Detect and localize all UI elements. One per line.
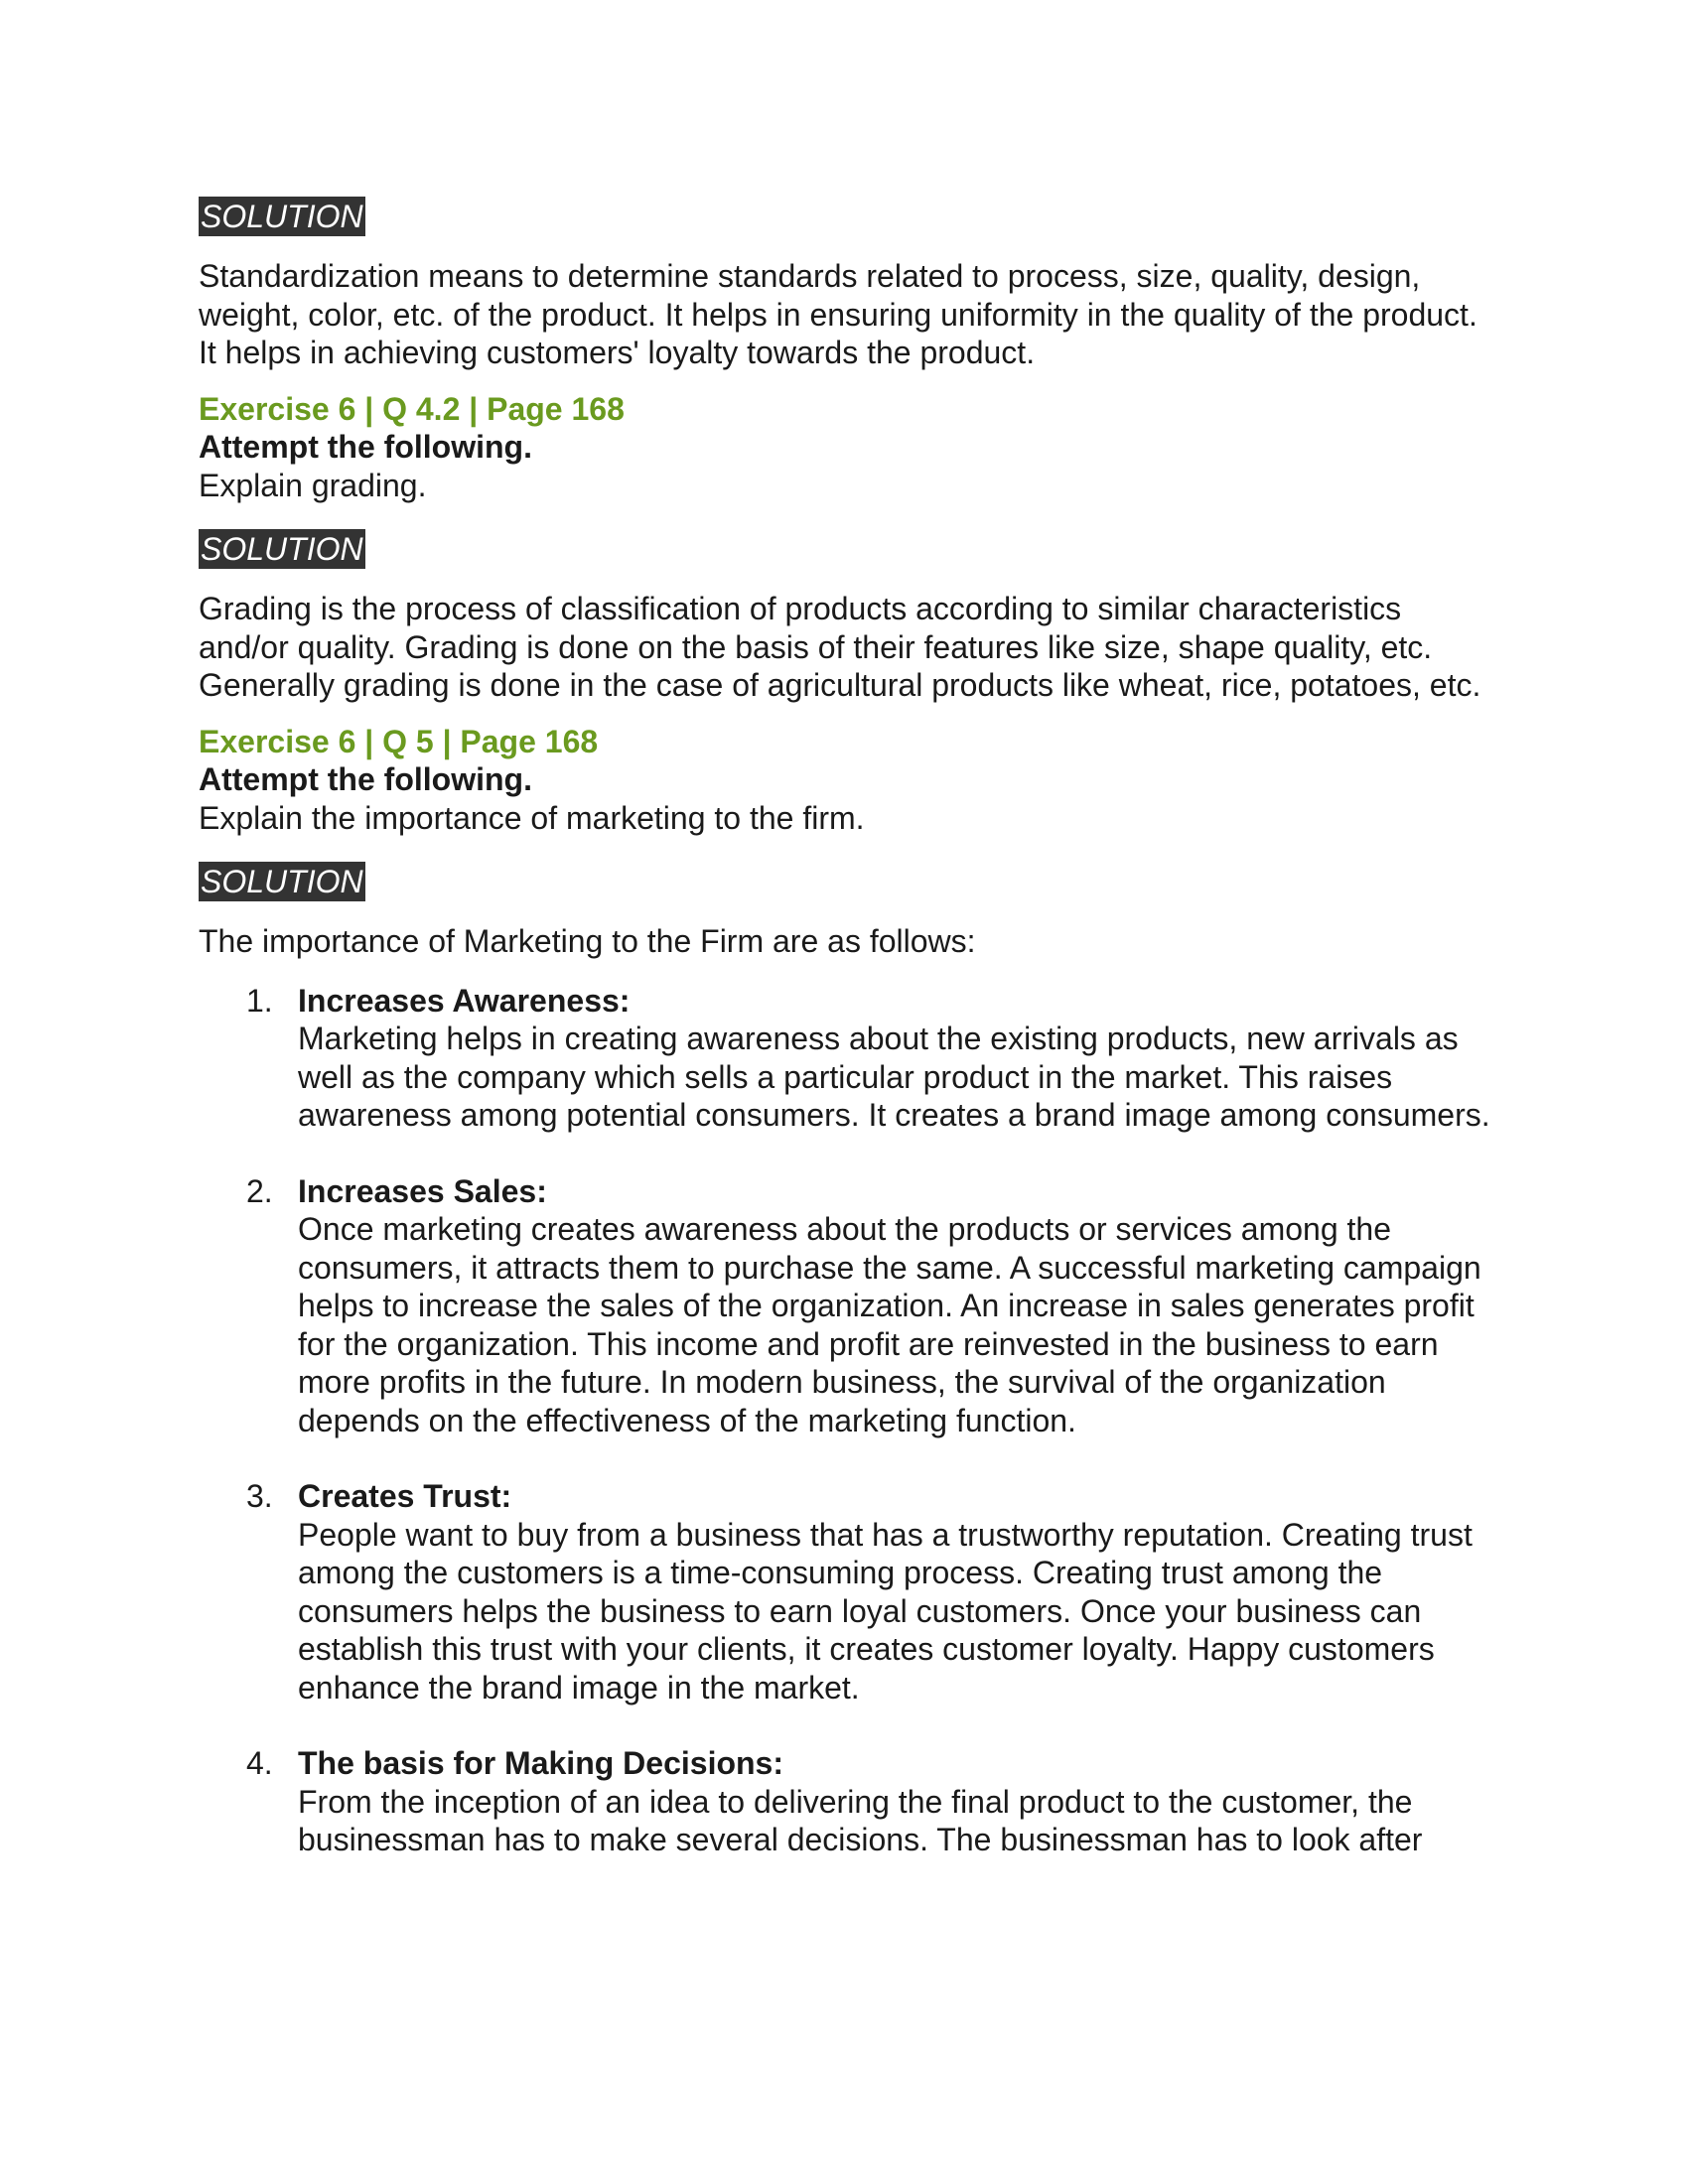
- list-number: 2.: [246, 1172, 273, 1209]
- solution-badge-3: [199, 862, 1499, 901]
- solution-badge-1: [199, 197, 1499, 236]
- attempt-heading: Attempt the following.: [199, 429, 532, 465]
- list-item: [199, 1477, 1489, 1706]
- list-number: 4.: [246, 1745, 273, 1781]
- question-text: Explain the importance of marketing to the firm.: [199, 799, 865, 836]
- list-item: [199, 1172, 1489, 1440]
- list-item-body: From the inception of an idea to delivering the final product to the customer, the businessman has to make several decisions. The businessman has to look after: [298, 1783, 1423, 1857]
- question-text: Explain grading.: [199, 467, 427, 503]
- document-page: [199, 197, 1499, 1859]
- list-number: 1.: [246, 982, 273, 1019]
- list-item-body: Marketing helps in creating awareness about the existing products, new arrivals as well as the company which sells a particular product in the market. This raises awareness among potential consumers. It creates a brand image among consumers.: [298, 1021, 1490, 1133]
- solution-intro-marketing: The importance of Marketing to the Firm are as follows:: [199, 923, 976, 959]
- exercise-reference: Exercise 6 | Q 4.2 | Page 168: [199, 390, 625, 427]
- list-item-heading: Increases Awareness:: [298, 982, 631, 1019]
- list-number: 3.: [246, 1478, 273, 1514]
- solution-badge-2: [199, 529, 1499, 569]
- list-item-body: Once marketing creates awareness about the products or services among the consumers, it attracts them to purchase the same. A successful marketing campaign helps to increase the sales of the organization. An increase in sales generates profit for the organization. This income and profit are reinvested in the business to earn more profits in the future. In modern business, the survival of the organization depends on the effectiveness of the marketing function.: [298, 1211, 1481, 1438]
- exercise-block-grading: [199, 390, 1499, 505]
- solution-label: SOLUTION: [201, 864, 363, 899]
- list-item-heading: Creates Trust:: [298, 1478, 512, 1514]
- list-item: [199, 982, 1499, 1135]
- importance-list: [199, 982, 1499, 1859]
- attempt-heading: Attempt the following.: [199, 761, 532, 797]
- exercise-reference: Exercise 6 | Q 5 | Page 168: [199, 723, 599, 759]
- solution-text-standardization: Standardization means to determine standards related to process, size, quality, design, weight, color, etc. of the product. It helps in ensuring uniformity in the quality of the product. It helps in achieving customers' loyalty towards the product.: [199, 258, 1477, 370]
- list-item-body: People want to buy from a business that has a trustworthy reputation. Creating trust among the customers is a time-consuming process. Creating trust among the consumers helps the business to earn loyal customers. Once your business can establish this trust with your clients, it creates customer loyalty. Happy customers enhance the brand image in the market.: [298, 1516, 1473, 1706]
- solution-label: SOLUTION: [201, 531, 363, 567]
- exercise-block-marketing: [199, 723, 1499, 838]
- list-item-heading: Increases Sales:: [298, 1172, 547, 1209]
- solution-text-grading: Grading is the process of classification of products according to similar characteristics and/or quality. Grading is done on the basis of their features like size, shape quality, etc. Generally grading is done in the case of agricultural products like wheat, rice, potatoes, etc.: [199, 591, 1481, 703]
- list-item: [199, 1744, 1499, 1859]
- solution-label: SOLUTION: [201, 199, 363, 234]
- list-item-heading: The basis for Making Decisions:: [298, 1745, 783, 1781]
